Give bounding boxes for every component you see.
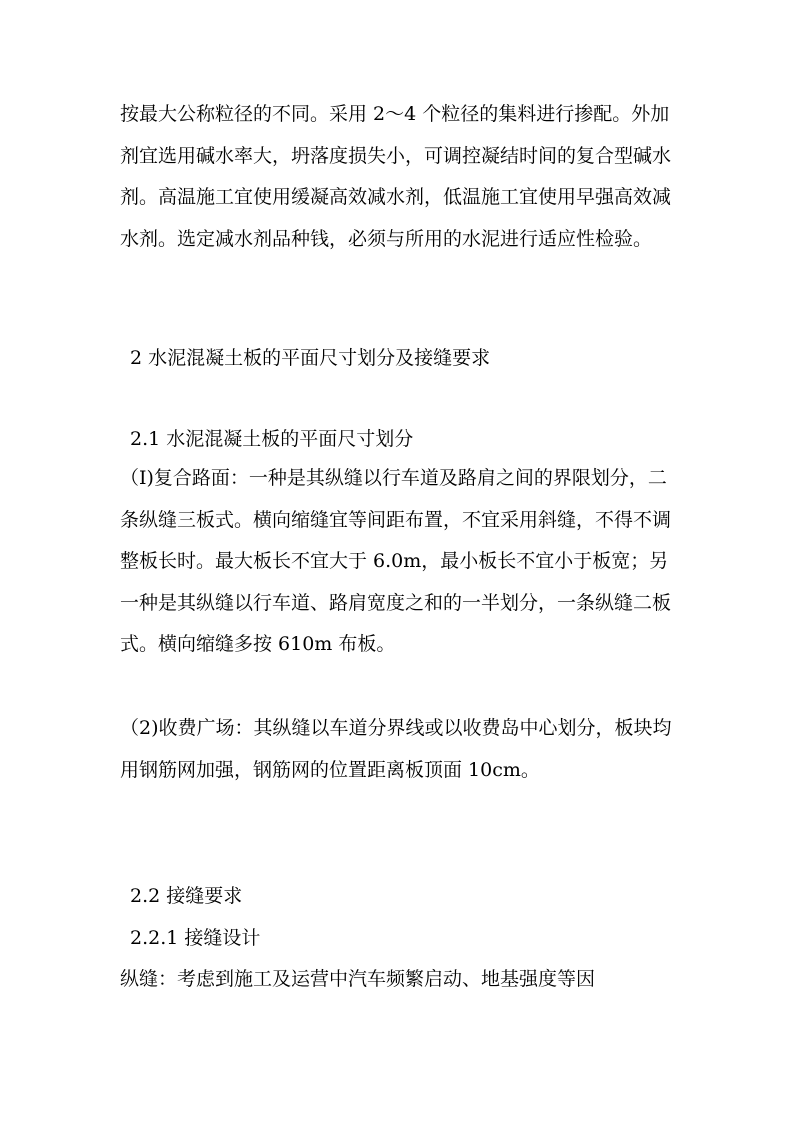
subsection-heading: 2.2 接缝要求 <box>130 885 243 907</box>
body-paragraph: （I)复合路面：一种是其纵缝以行车道及路肩之间的界限划分，二条纵缝三板式。横向缩缝宜等间距布置，不宜采用斜缝，不得不调整板长时。最大板长不宜大于 6.0m，最小板长不宜小于板宽；另一种是其纵缝以行车道、路肩宽度之和的一半划分，一条纵缝二板式。横向缩缝多按 610m 布板。 <box>120 467 672 655</box>
subsubsection-heading: 2.2.1 接缝设计 <box>130 927 261 949</box>
body-paragraph: 按最大公称粒径的不同。采用 2～4 个粒径的集料进行掺配。外加剂宜选用碱水率大，坍落度损失小，可调控凝结时间的复合型碱水剂。高温施工宜使用缓凝高效减水剂，低温施工宜使用早强高效减水剂。选定减水剂品种钱，必须与所用的水泥进行适应性检验。 <box>120 103 672 250</box>
section-heading: 2 水泥混凝土板的平面尺寸划分及接缝要求 <box>130 347 491 369</box>
body-paragraph: 纵缝：考虑到施工及运营中汽车频繁启动、地基强度等因 <box>120 968 596 990</box>
body-paragraph: （2)收费广场：其纵缝以车道分界线或以收费岛中心划分，板块均用钢筋网加强，钢筋网的位置距离板顶面 10cm。 <box>120 717 672 781</box>
subsection-heading: 2.1 水泥混凝土板的平面尺寸划分 <box>130 428 414 450</box>
